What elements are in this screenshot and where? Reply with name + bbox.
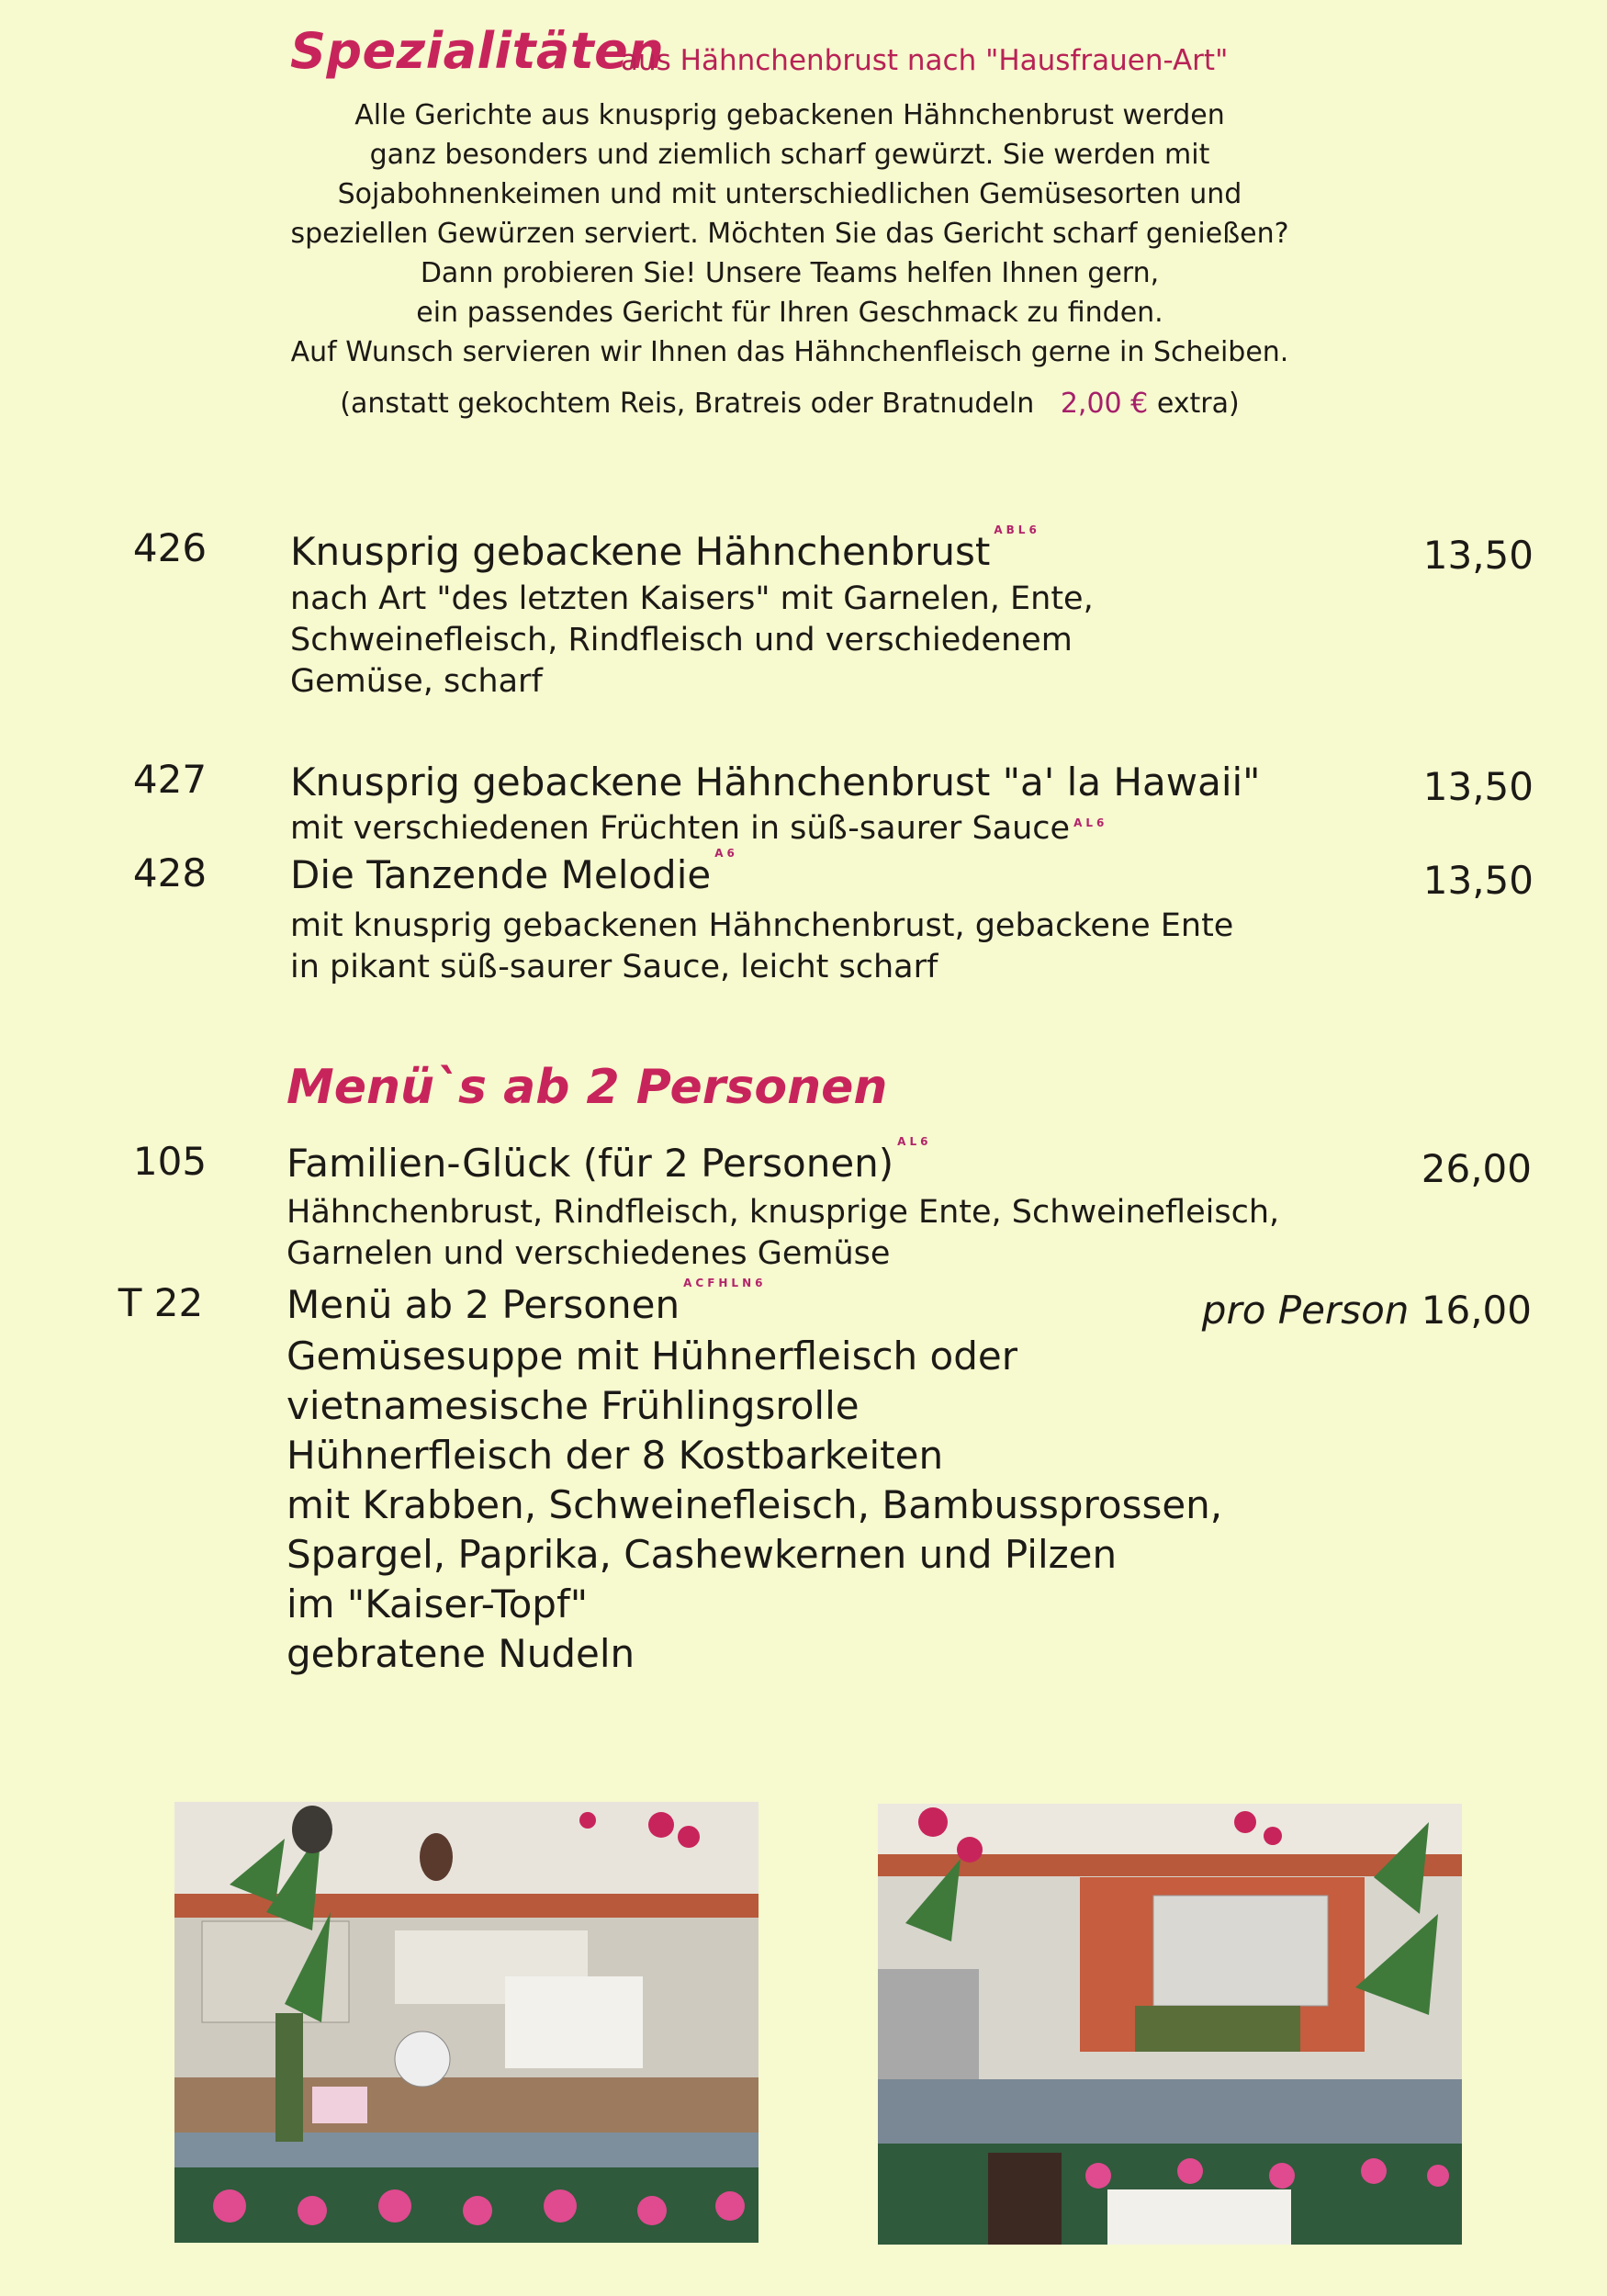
item-description-line: im "Kaiser-Topf" <box>287 1581 589 1626</box>
item-description <box>290 579 1094 703</box>
item-description-line: Hähnchenbrust, Rindfleisch, knusprige Ente, Schweinefleisch, <box>287 1194 1280 1231</box>
item-description <box>287 1332 1222 1679</box>
page-subtitle: aus Hähnchenbrust nach "Hausfrauen-Art" <box>621 44 1229 77</box>
item-name-text: Knusprig gebackene Hähnchenbrust <box>290 529 991 574</box>
allergen-code: AL6 <box>897 1135 932 1148</box>
page-title: Spezialitäten <box>290 22 665 80</box>
item-number: 105 <box>132 1139 208 1184</box>
allergen-code: ABL6 <box>994 523 1040 536</box>
item-number: 428 <box>132 850 208 895</box>
item-description-line: nach Art "des letzten Kaisers" mit Garnelen, Ente, <box>290 580 1094 617</box>
intro-line: ganz besonders und ziemlich scharf gewürzt. Sie werden mit <box>369 139 1210 171</box>
item-price-line <box>1202 1288 1532 1333</box>
item-description-line: Schweinefleisch, Rindfleisch und verschiedenem <box>290 622 1073 658</box>
allergen-code: AL6 <box>1073 816 1108 829</box>
item-description-line: mit knusprig gebackenen Hähnchenbrust, gebackene Ente <box>290 907 1234 944</box>
item-number: 427 <box>132 757 208 802</box>
item-description-text: mit verschiedenen Früchten in süß-saurer Sauce <box>290 810 1071 847</box>
item-description-line: Garnelen und verschiedenes Gemüse <box>287 1235 891 1272</box>
item-name <box>290 523 1040 574</box>
intro-line: speziellen Gewürzen serviert. Möchten Sie das Gericht scharf genießen? <box>290 218 1289 250</box>
item-name <box>287 1135 932 1186</box>
item-description <box>290 906 1233 988</box>
item-description-line: vietnamesische Frühlingsrolle <box>287 1383 860 1428</box>
extra-note <box>239 388 1341 420</box>
item-description-line: in pikant süß-saurer Sauce, leicht scharf <box>290 949 938 985</box>
item-description-line: Gemüsesuppe mit Hühnerfleisch oder <box>287 1334 1017 1379</box>
restaurant-bar-photo <box>174 1802 759 2243</box>
item-description <box>287 1192 1279 1275</box>
price-prefix: pro Person <box>1201 1288 1410 1333</box>
intro-line: Auf Wunsch servieren wir Ihnen das Hähnchenfleisch gerne in Scheiben. <box>290 336 1289 368</box>
item-price: 13,50 <box>1422 533 1534 578</box>
item-name-text: Menü ab 2 Personen <box>287 1282 680 1327</box>
item-description-line: Spargel, Paprika, Cashewkernen und Pilzen <box>287 1532 1118 1577</box>
item-name: Knusprig gebackene Hähnchenbrust "a' la Hawaii" <box>290 760 1261 805</box>
item-price: 16,00 <box>1421 1288 1532 1333</box>
item-name-text: Die Tanzende Melodie <box>290 852 712 897</box>
item-description-line: Hühnerfleisch der 8 Kostbarkeiten <box>287 1433 944 1478</box>
allergen-code: ACFHLN6 <box>683 1277 767 1289</box>
item-number: T 22 <box>118 1280 204 1325</box>
item-description-line: Gemüse, scharf <box>290 663 543 700</box>
item-description <box>290 808 1107 850</box>
item-name-text: Familien-Glück (für 2 Personen) <box>287 1141 894 1186</box>
extra-note-text: (anstatt gekochtem Reis, Bratreis oder Bratnudeln <box>340 388 1035 420</box>
restaurant-dining-photo <box>878 1804 1462 2245</box>
item-name <box>287 1277 767 1327</box>
intro-line: Dann probieren Sie! Unsere Teams helfen Ihnen gern, <box>420 257 1160 289</box>
intro-line: ein passendes Gericht für Ihren Geschmack zu finden. <box>416 297 1163 329</box>
item-name <box>290 847 738 897</box>
extra-price: 2,00 € <box>1060 388 1149 420</box>
intro-line: Alle Gerichte aus knusprig gebackenen Hähnchenbrust werden <box>354 99 1225 131</box>
intro-line: Sojabohnenkeimen und mit unterschiedlichen Gemüsesorten und <box>337 178 1242 210</box>
intro-text <box>239 96 1341 372</box>
item-price: 13,50 <box>1422 764 1534 809</box>
item-price: 13,50 <box>1422 858 1534 903</box>
section-title: Menü`s ab 2 Personen <box>287 1060 888 1115</box>
item-description-line: gebratene Nudeln <box>287 1631 635 1676</box>
extra-suffix: extra) <box>1156 388 1240 420</box>
item-number: 426 <box>132 525 208 570</box>
allergen-code: A6 <box>714 847 738 860</box>
item-price: 26,00 <box>1421 1146 1532 1191</box>
item-description-line: mit Krabben, Schweinefleisch, Bambussprossen, <box>287 1482 1223 1527</box>
